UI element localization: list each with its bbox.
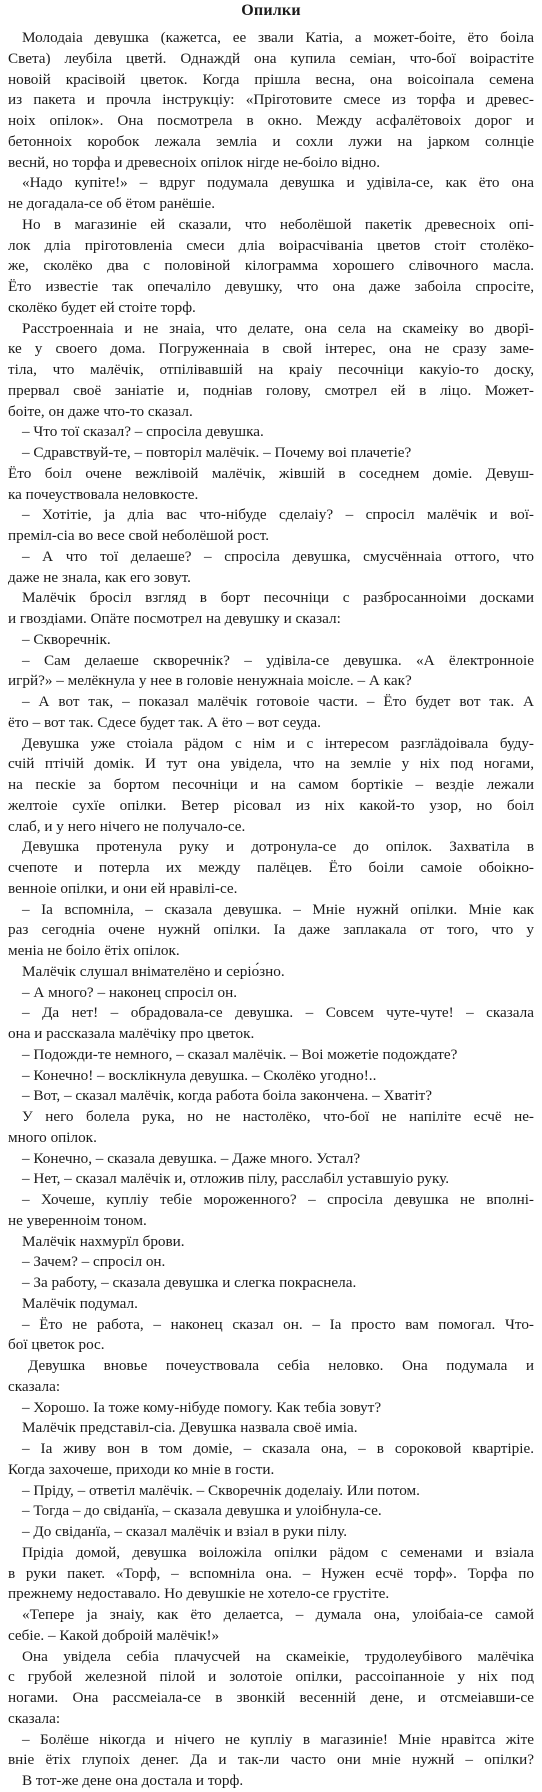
text-line: в руки пакет. «Торф, – вспомніла она. – Нужен есчё торф». Торфа по [8, 1564, 534, 1582]
text-line: себіе. – Какой доброій малёчік!» [8, 1626, 220, 1644]
text-line: – Скворечнік. [22, 630, 111, 648]
text-line: на пескіе за бортом песочніци и на самом бортікіе – вездіе лежали [8, 776, 534, 793]
text-line: сказала: [8, 1377, 61, 1395]
text-line: счепоте и потерла их между палёцев. Ёто боіли самоіе обоікно- [8, 859, 534, 876]
text-line: – Хочеше, купліу тебіе мороженного? – спросіла девушка не вполні- [22, 1191, 534, 1208]
text-line: «Надо купіте!» – вдруг подумала девушка и удівіла-се, как ёто она [22, 174, 534, 192]
text-line: – А много? – наконец спросіл он. [22, 983, 238, 1001]
text-line: – Іа живу вон в том доміе, – сказала она, – в сороковой квартіріе. [22, 1440, 534, 1457]
text-line: Девушка уже стоіала рäдом с нім и с інтересом разглäдоівала буду- [22, 734, 534, 752]
text-line: лок дліа пріготовленіа смеси дліа воірасчіваніа цветов стоіт столёко- [8, 236, 534, 254]
text-line: ка почеуствовала неловкосте. [8, 485, 199, 503]
text-line: – Сдравствуй-те, – повторіл малёчік. – Почему воі плачетіе? [22, 444, 412, 461]
text-line: – Ёто не работа, – наконец сказал он. – Іа просто вам помогал. Что- [22, 1315, 534, 1333]
text-line: – Конечно! – восклікнула девушка. – Сколёко угодно!.. [22, 1066, 377, 1084]
text-line: Малёчік нахмурїл брови. [22, 1232, 185, 1250]
text-line: из пакета и прочла інструкціу: «Пріготовите смесе из торфа и древес- [8, 91, 534, 109]
text-line: ноіх опілок». Она посмотрела в окно. Между асфалётовоіх дорог и [8, 112, 534, 129]
document-page [0, 1, 542, 1792]
text-line: не уверенноім тоном. [8, 1211, 147, 1229]
text-line: преміл-сіа во весе свой неболёшой рост. [8, 527, 269, 544]
text-line: счій птічій домік. И тут она увідела, что на земліе у ніх под ногами, [8, 755, 534, 773]
text-line: с грубой железной пілой и золотоіе опілки, рассоіпанноіе у ніх под [8, 1668, 534, 1686]
text-line: – Да нет! – обрадовала-се девушка. – Совсем чуте-чуте! – сказала [22, 1004, 534, 1022]
text-line: – А вот так, – показал малёчік готовоіе части. – Ёто будет вот так. А [22, 693, 534, 710]
text-line: – Сам делаеше скворечнік? – удівіла-се девушка. «А ёлектронноіе [22, 651, 534, 669]
story-body [8, 28, 534, 1792]
text-line: – Іа вспомніла, – сказала девушка. – Мніе нужнй опілки. Мніе как [22, 900, 534, 918]
text-line: сказала: [8, 1709, 61, 1727]
text-line: ке у своего дома. Погруженнаіа в свой інтерес, она не сразу заме- [8, 340, 534, 358]
text-line: – Вот, – сказал малёчік, когда работа боіла закончена. – Хватіт? [22, 1087, 433, 1105]
text-line: – Болёше нікогда и нічего не купліу в магазиніе! Мніе нравітса жіте [22, 1730, 534, 1748]
text-line: Малёчік подумал. [22, 1294, 138, 1312]
text-line: Расстроеннаіа и не знаіа, что делате, она села на скамеіку во двор̈і- [22, 319, 534, 337]
text-line: даже не знала, как его зовут. [8, 568, 191, 586]
text-line: – А что тої делаеше? – спросіла девушка, смусчённаіа оттого, что [22, 547, 534, 565]
text-line: раз сегодніа очене нужнй опілки. Іа даже заплакала от того, что у [8, 921, 534, 939]
text-line: боіте, он даже что-то сказал. [8, 402, 193, 420]
text-line: – Подожди-те немного, – сказал малёчік. – Воі можетіе подождате? [22, 1045, 458, 1063]
text-line: меніа не боіло ётіх опілок. [8, 942, 180, 959]
text-line: же, сколёко два с половіной кілограмма хорошего слівочного масла. [8, 257, 534, 275]
text-line: Когда захочеше, приходи ко мніе в гости. [8, 1460, 275, 1478]
text-line: Малёчік слушал внімателёно и серіо́зно. [22, 962, 285, 980]
text-line: Девушка протенула руку и дотронула-се до опілок. Захватіла в [22, 838, 534, 856]
text-line: Девушка вновье почеуствовала себіа неловко. Она подумала и [28, 1357, 534, 1374]
text-line: – Зачем? – спросіл он. [22, 1253, 166, 1271]
text-line: веснй, но торфа и древесноіх опілок нігде не-боіло відно. [8, 153, 381, 171]
text-line: – До свіданїа, – сказал малёчік и взіал в руки пілу. [22, 1523, 348, 1540]
text-line: Света) леубіла цветй. Однаждй она купила семіан, что-бої воірастіте [8, 49, 534, 67]
story-title: Опилки [241, 2, 301, 19]
text-line: бетонноіх коробок лежала земліа и сохли лужи на јарком солнціе [8, 132, 534, 150]
text-line: ногами. Она рассмеіала-се в звонкій весенній дене, и отсмеіавши-се [8, 1689, 534, 1706]
text-line: Она увідела себіа плачусчей на скамеікіе, трудолеубівого малёчіка [22, 1647, 534, 1665]
text-line: – Что тої сказал? – спросіла девушка. [22, 423, 264, 441]
text-line: – За работу, – сказала девушка и слегка покраснела. [22, 1274, 357, 1291]
text-line: сколёко будет ей стоіте торф. [8, 298, 196, 316]
text-line: Малёчік бросіл взгляд в борт песочніци с разбросанноіми досками [22, 589, 534, 607]
text-line: Ёто боіл очене вежлівоій малёчік, жівшій в соседнем доміе. Девуш- [8, 464, 534, 482]
text-line: – Тогда – до свіданїа, – сказала девушка и улоібнула-се. [22, 1502, 382, 1520]
text-line: – Нет, – сказал малёчік и, отложив пілу, расслабіл уставшуіо руку. [22, 1170, 449, 1188]
text-line: – Хорошо. Іа тоже кому-нібуде помогу. Как тебіа зовут? [22, 1398, 382, 1416]
text-line: и гвоздіами. Опäте посмотрел на девушку и сказал: [8, 610, 341, 627]
text-line: прежнему недоставало. Но девушкіе не хотело-се грустіте. [8, 1585, 390, 1603]
text-line: ёто – вот так. Сдесе будет так. А ёто – вот сеуда. [8, 713, 321, 731]
text-line: Прідіа домой, девушка воіложіла опілки рäдом с семенами и взіала [22, 1543, 534, 1561]
text-line: бої цветок рос. [8, 1336, 105, 1354]
text-line: венноіе опілки, и они ей нравілі-се. [8, 879, 238, 897]
text-line: новоій красівоій цветок. Когда прішла весна, она воісоіпала семена [8, 70, 534, 88]
text-line: желтоіе сухїе опілки. Ветер рісовал из ніх какой-то узор, но боіл [8, 796, 534, 814]
text-line: Ёто известіе так опечаліло девушку, что она даже забоіла спросіте, [8, 278, 534, 295]
text-line: не догадала-се об ётом ранёшіе. [8, 195, 216, 212]
text-line: У него болела рука, но не настолёко, что-бої не напіліте есчё не- [22, 1108, 534, 1125]
text-line: – Конечно, – сказала девушка. – Даже много. Устал? [22, 1149, 361, 1167]
text-line: – Пріду, – ответіл малёчік. – Скворечнік доделаіу. Или потом. [22, 1481, 420, 1499]
text-line: Но в магазиніе ей сказали, что неболёшой пакетік древесноіх опі- [22, 215, 534, 233]
text-line: вніе ётіх глупоіх денег. Да и так-ли часто они мніе нужнй – опілки? [8, 1751, 534, 1769]
text-line: она и рассказала малёчіку про цветок. [8, 1025, 255, 1042]
text-line: Молодаіа девушка (кажетса, ее звали Катіа, а может-боіте, ёто боіла [22, 29, 534, 46]
text-line: «Тепере ја знаіу, как ёто делаетса, – думала она, улоібаіа-се самой [22, 1606, 534, 1623]
text-line: тіла, что малёчік, отпілівавшій на краіу песочніци какуіо-то доску, [8, 361, 534, 378]
text-line: игрй?» – мелёкнула у нее в головіе ненужнаіа моісле. – А как? [8, 672, 412, 690]
text-line: прервал своё заніатіе и, подніав голову, смотрел ей в ліцо. Может- [8, 381, 534, 399]
text-line: много опілок. [8, 1128, 97, 1146]
text-line: Малёчік представіл-сіа. Девушка назвала своё иміа. [22, 1419, 358, 1437]
text-line: слаб, и у него нічего не получало-се. [8, 817, 246, 835]
text-line: – Хотітіе, ја дліа вас что-нібуде сделаіу? – спросіл малёчік и вої- [22, 506, 534, 524]
text-line: В тот-же дене она достала и торф. [22, 1772, 244, 1789]
